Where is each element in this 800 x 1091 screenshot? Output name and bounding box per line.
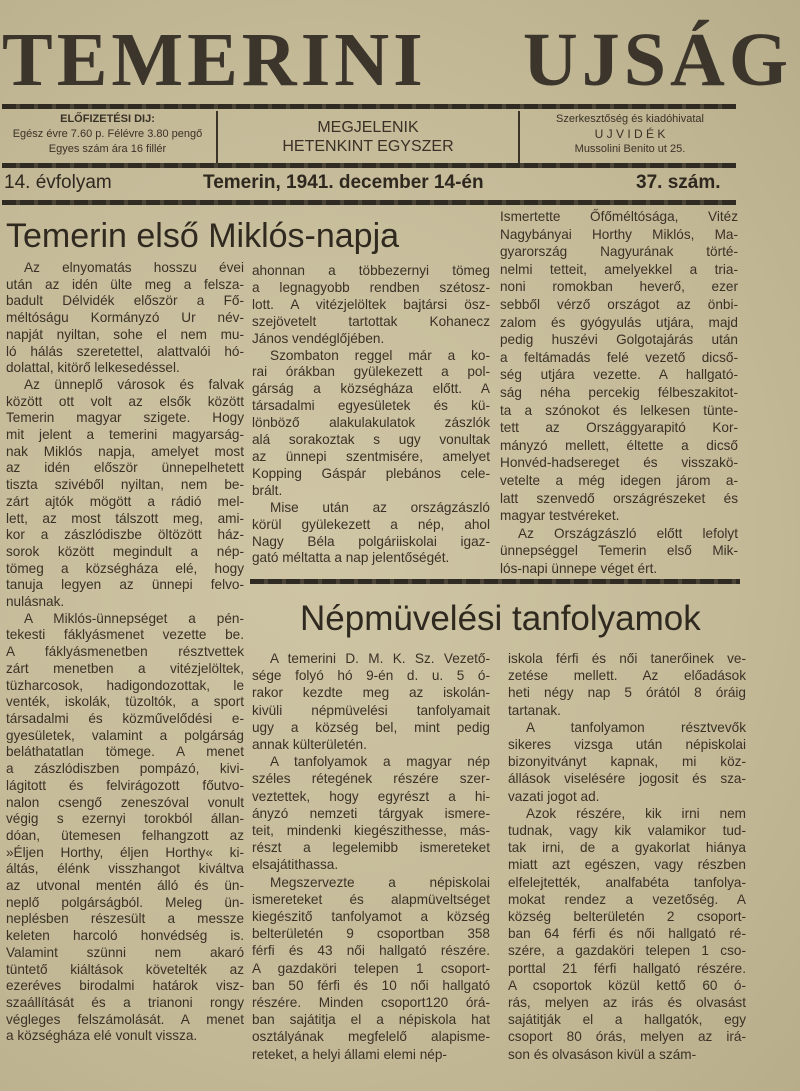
text-line: nulásnak. xyxy=(6,594,65,610)
text-line: pedig huszévi Golgotajárás után xyxy=(500,332,738,348)
text-line: szejövetelt tartottak Kohanecz xyxy=(252,313,490,329)
text-line: rakor kezdte meg az iskolán- xyxy=(252,685,490,701)
subscription-label: ELŐFIZETÉSI DIJ: xyxy=(60,113,155,125)
text-line: szére, a gazdaköri telepen 1 cso- xyxy=(508,943,746,959)
article-1-column-2 xyxy=(252,263,490,567)
text-line: ség utjára vezette. A hallgató- xyxy=(500,367,738,383)
text-line: Az ünneplő városok és falvak xyxy=(24,376,244,392)
text-line: iskola férfi és női tanerőinek ve- xyxy=(508,651,746,666)
masthead-rule-top xyxy=(2,104,736,109)
text-line: osztályának megfelelő alapisme- xyxy=(252,1029,490,1045)
masthead-rule-bottom xyxy=(2,200,736,205)
paragraph xyxy=(252,874,490,1063)
text-line: ban 64 férfi és női hallgató ré- xyxy=(508,926,746,942)
text-line: ányzó nemzeti tárgyak ismere- xyxy=(252,805,490,821)
frequency-line-2: HETENKINT EGYSZER xyxy=(282,138,454,155)
paragraph xyxy=(252,500,490,568)
text-line: bizonyitványt kapnak, mi köz- xyxy=(508,754,746,770)
text-line: A Miklós-ünnepséget a pén- xyxy=(24,610,244,626)
text-line: között ott volt az elsők között xyxy=(6,393,244,409)
text-line: férfi és 43 női hallgató részére. xyxy=(252,943,490,959)
text-line: latt szenvedő országrészeket és xyxy=(500,490,738,506)
text-line: sikeres vizsga után népiskolai xyxy=(508,737,746,753)
article-separator xyxy=(250,579,740,584)
frequency-line-1: MEGJELENIK xyxy=(317,119,419,136)
paragraph xyxy=(6,611,244,1045)
text-line: kiegészitő tanfolyamot a község xyxy=(252,909,490,925)
article-headline: Temerin első Miklós-napja xyxy=(6,217,400,255)
text-line: rás, melyen az irás és olvasást xyxy=(508,995,746,1011)
text-line: végig s ezernyi torokból állan- xyxy=(6,811,244,827)
text-line: sebből vérző országot az önbi- xyxy=(500,296,738,312)
masthead-rule-middle xyxy=(2,163,736,168)
text-line: dolattal, kitörő lelkesedéssel. xyxy=(6,360,180,376)
text-line: széles rétegének részére szer- xyxy=(252,771,490,787)
text-line: a zászlódiszben pompázó, kivi- xyxy=(6,761,244,777)
text-line: Megszervezte a népiskolai xyxy=(270,874,490,890)
text-line: tett az Országgyarapitó Kor- xyxy=(500,420,738,436)
text-line: son és olvasáson kivül a szám- xyxy=(508,1046,697,1062)
text-line: tüzharcosok, hadigondozottak, le xyxy=(6,677,244,693)
text-line: ismereteket és alapmüveltséget xyxy=(252,891,490,907)
article-2-column-1 xyxy=(252,650,490,1063)
text-line: az ünnepi szentmisére, amelyet xyxy=(252,448,490,464)
text-line: keleten harcoló honvédség is. xyxy=(6,928,244,944)
text-line: vetelte a még idegen járom a- xyxy=(500,472,738,488)
text-line: Nagy Béla polgáriiskolai igaz- xyxy=(252,533,490,549)
text-line: Nagybányai Horthy Miklós, Ma- xyxy=(500,226,738,242)
article-1-column-3 xyxy=(500,208,738,577)
text-line: dóan, ütemesen felhangzott az xyxy=(6,827,244,843)
text-line: heti négy nap 5 órától 8 óráig xyxy=(508,685,746,701)
subscription-prices: Egész évre 7.60 p. Félévre 3.80 pengő xyxy=(12,128,203,140)
paragraph xyxy=(252,650,490,753)
text-line: nelmi tetteit, amelyekkel a tria- xyxy=(500,261,738,277)
paragraph xyxy=(252,753,490,873)
text-line: neplő polgárságból. Meleg ün- xyxy=(6,894,244,910)
text-line: A csoportok közül kettő 60 ó- xyxy=(508,977,746,993)
text-line: teit, mindenki kiegészithesse, más- xyxy=(252,823,490,839)
text-line: szaállítását és a trianoni rongy xyxy=(6,994,244,1010)
paragraph xyxy=(508,719,746,805)
text-line: tudnak, vagy kik valamikor tud- xyxy=(508,823,746,839)
text-line: körül gyülekezett a nép, ahol xyxy=(252,516,490,532)
text-line: kivüli népmüvelési tanfolyamait xyxy=(252,702,490,718)
paragraph xyxy=(6,260,244,377)
text-line: János vendéglőjében. xyxy=(252,330,385,346)
text-line: Ismertette Őfőméltósága, Vitéz xyxy=(500,209,738,224)
text-line: ban 50 férfi és 10 női hallgató xyxy=(252,977,490,993)
text-line: zetése mellett. Az előadások xyxy=(508,668,746,684)
text-line: zárt ajtók mögött a rádió mel- xyxy=(6,493,244,509)
text-line: az idén először ünnepelhetett xyxy=(6,460,244,476)
text-line: tanuja legyen az ünnepi felvo- xyxy=(6,577,244,593)
text-line: Azok részére, kik irni nem xyxy=(526,805,746,821)
text-line: mányzó mellett, éltette a dicső xyxy=(500,437,738,453)
text-line: miatt azt egészen, vagy részben xyxy=(508,857,746,873)
text-line: lett, az most tálszott meg, ami- xyxy=(6,510,244,526)
text-line: sorok között megindult a nép- xyxy=(6,543,244,559)
text-line: gyarország Nagyurának törté- xyxy=(500,244,738,260)
text-line: gató méltatta a nap jelentőségét. xyxy=(252,550,450,566)
text-line: elfelejtették, analfabéta tanfolya- xyxy=(508,874,746,890)
text-line: mokat rendez a vezetőség. A xyxy=(508,891,746,907)
text-line: után az idén ülte meg a felsza- xyxy=(6,276,244,292)
text-line: a legnagyobb rendben szétosz- xyxy=(252,279,490,295)
text-line: veztettek, hogy egyrészt a hi- xyxy=(252,788,490,804)
text-line: sajátitják el a hallgatók, egy xyxy=(508,1012,746,1028)
text-line: méltóságu Kormányzó Ur név- xyxy=(6,310,244,326)
article-headline: Népmüvelési tanfolyamok xyxy=(300,599,701,638)
single-copy-price: Egyes szám ára 16 fillér xyxy=(48,143,167,155)
text-line: lós-napi ünnepe véget ért. xyxy=(500,560,658,576)
volume-number: 14. évfolyam xyxy=(4,172,112,193)
text-line: venték, iskolák, tüzoltók, a sport xyxy=(6,694,244,710)
paragraph xyxy=(500,208,738,525)
text-line: magyar testvéreket. xyxy=(500,508,620,524)
text-line: annak külterületén. xyxy=(252,737,367,753)
text-line: neplésben részesült a messze xyxy=(6,911,244,927)
text-line: napját nyiltan, sohe el nem mu- xyxy=(6,326,244,342)
text-line: lönböző alakulakulatok zászlók xyxy=(252,415,490,431)
paragraph xyxy=(252,348,490,500)
text-line: badult Délvidék először a Fő- xyxy=(6,293,244,309)
text-line: A gazdaköri telepen 1 csoport- xyxy=(252,960,490,976)
text-line: elsajátithassa. xyxy=(252,857,339,873)
text-line: ahonnan a többezernyi tömeg xyxy=(252,263,490,278)
text-line: részére. Minden csoport120 órá- xyxy=(252,995,490,1011)
paragraph xyxy=(6,377,244,611)
text-line: A tanfolyamok a magyar nép xyxy=(270,754,490,770)
text-line: alá sorakoztak s ugy vonultak xyxy=(252,432,490,448)
text-line: tartanak. xyxy=(508,702,561,718)
text-line: sége folyó hó 9-én d. u. 5 ó- xyxy=(252,668,490,684)
issue-number: 37. szám. xyxy=(636,172,721,193)
text-line: csoport 80 órás, melyen az irá- xyxy=(508,1029,746,1045)
text-line: gárság a községháza előtt. A xyxy=(252,381,490,397)
text-line: község belterületén 2 csoport- xyxy=(508,909,746,925)
text-line: tömeg a községháza elé, hogy xyxy=(6,560,244,576)
text-line: Szombaton reggel már a ko- xyxy=(270,347,490,363)
paragraph xyxy=(500,525,738,578)
text-line: társadalmi egyesületek és kü- xyxy=(252,398,490,414)
text-line: reteket, a helyi állami elemi nép- xyxy=(252,1046,447,1062)
text-line: zalom és gyógyulás utjára, majd xyxy=(500,314,738,330)
text-line: ezeréves birodalmi határok visz- xyxy=(6,978,244,994)
text-line: ta a szónokot és lelkesen tünte- xyxy=(500,402,738,418)
text-line: porttal 21 férfi hallgató részére. xyxy=(508,960,746,976)
text-line: Honvéd-hadsereget és visszakö- xyxy=(500,455,738,471)
paragraph xyxy=(508,650,746,719)
text-line: Valamint szünni nem akaró xyxy=(6,944,244,960)
paragraph xyxy=(508,805,746,1063)
text-line: ugy a község bel, mint pedig xyxy=(252,719,490,735)
text-line: Kopping Gáspár plebános cele- xyxy=(252,465,490,481)
text-line: vazati jogot ad. xyxy=(508,788,600,804)
text-line: tak irni, de a gyakorlat hiánya xyxy=(508,840,746,856)
text-line: tiszta szivéből nyiltan, nem be- xyxy=(6,477,244,493)
office-city: U J V I D É K xyxy=(594,127,666,141)
text-line: a községháza elé vonult vissza. xyxy=(6,1028,198,1044)
text-line: A fáklyásmenetben résztvettek xyxy=(6,644,244,660)
text-line: részt a legelemibb ismereteket xyxy=(252,840,490,856)
text-line: a feltámadás felé vezető dicső- xyxy=(500,349,738,365)
text-line: A tanfolyamon résztvevők xyxy=(526,719,746,735)
text-line: áltás, élénk visszhangot kiváltva xyxy=(6,861,244,877)
text-line: brált. xyxy=(252,482,283,498)
text-line: társadalmi és közművelődési e- xyxy=(6,710,244,726)
office-address: Mussolini Benito ut 25. xyxy=(574,143,686,155)
text-line: állások viselésére jogosit és sza- xyxy=(508,771,746,787)
text-line: belterületén 9 csoportban 358 xyxy=(252,926,490,942)
text-line: lágitott és felvirágozott főutvo- xyxy=(6,777,244,793)
text-line: Temerin magyar szigete. Hogy xyxy=(6,410,244,426)
frequency-info xyxy=(218,118,518,168)
text-line: tüntető kiáltások követelték az xyxy=(6,961,244,977)
text-line: nalon csengő zeneszóval vonult xyxy=(6,794,244,810)
text-line: gyesületek, valamint a polgárság xyxy=(6,727,244,743)
text-line: Az elnyomatás hosszu évei xyxy=(24,260,244,275)
text-line: ban sajátitja el a népiskola hat xyxy=(252,1012,490,1028)
text-line: A temerini D. M. K. Sz. Vezető- xyxy=(270,651,490,666)
office-info xyxy=(520,112,740,162)
text-line: beláthatatlan tömege. A menet xyxy=(6,744,244,760)
text-line: »Éljen Horthy, éljen Horthy« ki- xyxy=(6,844,244,860)
text-line: nak Miklós napja, amelyet most xyxy=(6,443,244,459)
text-line: ló hálás szeretettel, alattvalói hó- xyxy=(6,343,244,359)
text-line: lott. A vitézjelöltek bajtársi ösz- xyxy=(252,296,490,312)
masthead-title: TEMERINI UJSÁG xyxy=(2,18,792,102)
paragraph xyxy=(252,263,490,348)
text-line: kor a zászlódiszbe öltözött ház- xyxy=(6,527,244,543)
text-line: Mise után az országzászló xyxy=(270,499,490,515)
text-line: zárt menetben a vitézjelöltek, xyxy=(6,660,244,676)
article-2-column-2 xyxy=(508,650,746,1063)
text-line: rai órákban gyülekezett a pol- xyxy=(252,364,490,380)
subscription-info xyxy=(0,112,215,162)
text-line: noni romokban heverő, ezer xyxy=(500,279,738,295)
text-line: ünnepséggel Temerin első Mik- xyxy=(500,543,738,559)
text-line: végleges felszámolását. A menet xyxy=(6,1011,244,1027)
text-line: tekesti fáklyásmenet vezette be. xyxy=(6,627,244,643)
text-line: ság néha percekig félbeszakitot- xyxy=(500,384,738,400)
text-line: az utvonal mentén álló és ün- xyxy=(6,878,244,894)
text-line: mit jelent a temerini magyarság- xyxy=(6,427,244,443)
text-line: Az Országzászló előtt lefolyt xyxy=(518,525,738,541)
article-1-column-1 xyxy=(6,260,244,1045)
issue-date: Temerin, 1941. december 14-én xyxy=(203,172,484,193)
office-label: Szerkesztőség és kiadóhivatal xyxy=(556,113,704,125)
